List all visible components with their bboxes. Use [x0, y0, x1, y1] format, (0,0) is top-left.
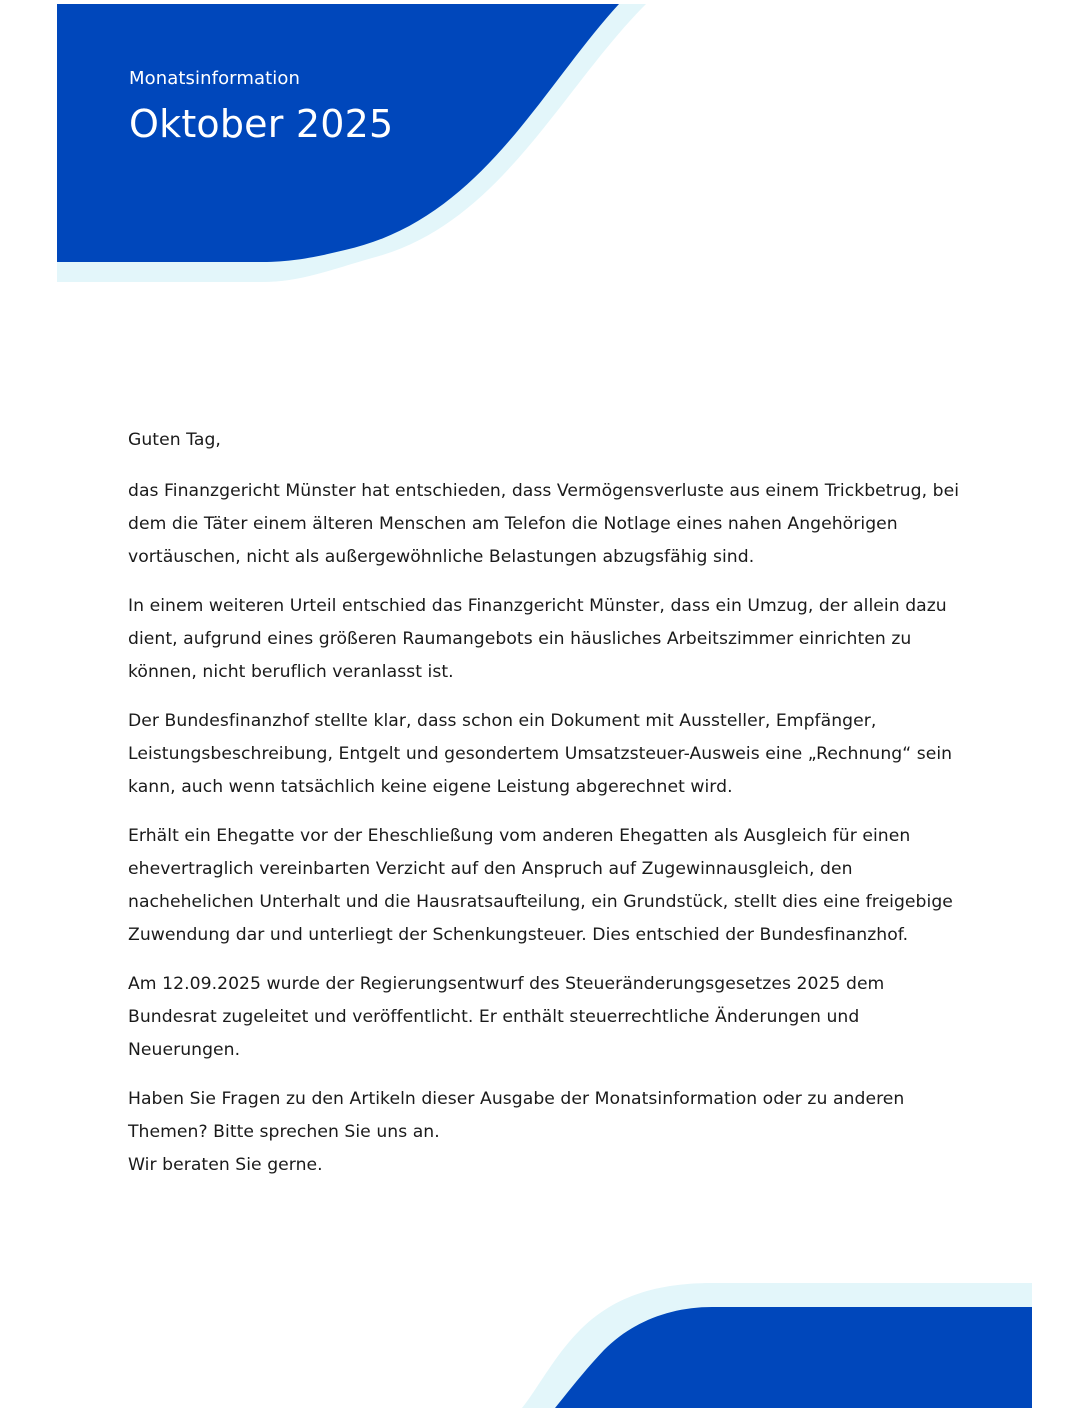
closing-question: Haben Sie Fragen zu den Artikeln dieser Ausgabe der Monatsinformation oder zu anderen Themen? Bitte sprechen Sie uns an.	[128, 1089, 905, 1142]
letter-paragraph: Der Bundesfinanzhof stellte klar, dass schon ein Dokument mit Aussteller, Empfänger, Leistungsbeschreibung, Entgelt und gesondertem Umsatzsteuer-Ausweis eine „Rechnung“ sein kann, auch wenn tatsächlich keine eigene Leistung abgerechnet wird.	[128, 711, 953, 797]
letter-greeting: Guten Tag,	[128, 430, 221, 450]
letter-paragraph: Am 12.09.2025 wurde der Regierungsentwurf des Steueränderungsgesetzes 2025 dem Bundesrat zugeleitet und veröffentlicht. Er enthält steuerrechtliche Änderungen und Neuerungen.	[128, 974, 885, 1060]
letter-paragraph: das Finanzgericht Münster hat entschieden, dass Vermögensverluste aus einem Trickbetrug, bei dem die Täter einem älteren Menschen am Telefon die Notlage eines nahen Angehörigen vortäuschen, nicht als außergewöhnliche Belastungen abzugsfähig sind.	[128, 481, 960, 567]
header-title: Oktober 2025	[129, 102, 394, 146]
closing-offer: Wir beraten Sie gerne.	[128, 1155, 323, 1175]
letter-paragraph: Erhält ein Ehegatte vor der Eheschließung vom anderen Ehegatten als Ausgleich für einen ehevertraglich vereinbarten Verzicht auf den Anspruch auf Zugewinnausgleich, den nachehelichen Unterhalt und die Hausratsaufteilung, ein Grundstück, stellt dies eine freigebige Zuwendung dar und unterliegt der Schenkungsteuer. Dies entschied der Bundesfinanzhof.	[128, 826, 953, 945]
letter-paragraph: In einem weiteren Urteil entschied das Finanzgericht Münster, dass ein Umzug, der allein dazu dient, aufgrund eines größeren Raumangebots ein häusliches Arbeitszimmer einrichten zu können, nicht beruflich veranlasst ist.	[128, 596, 947, 682]
header-subtitle: Monatsinformation	[129, 68, 301, 89]
